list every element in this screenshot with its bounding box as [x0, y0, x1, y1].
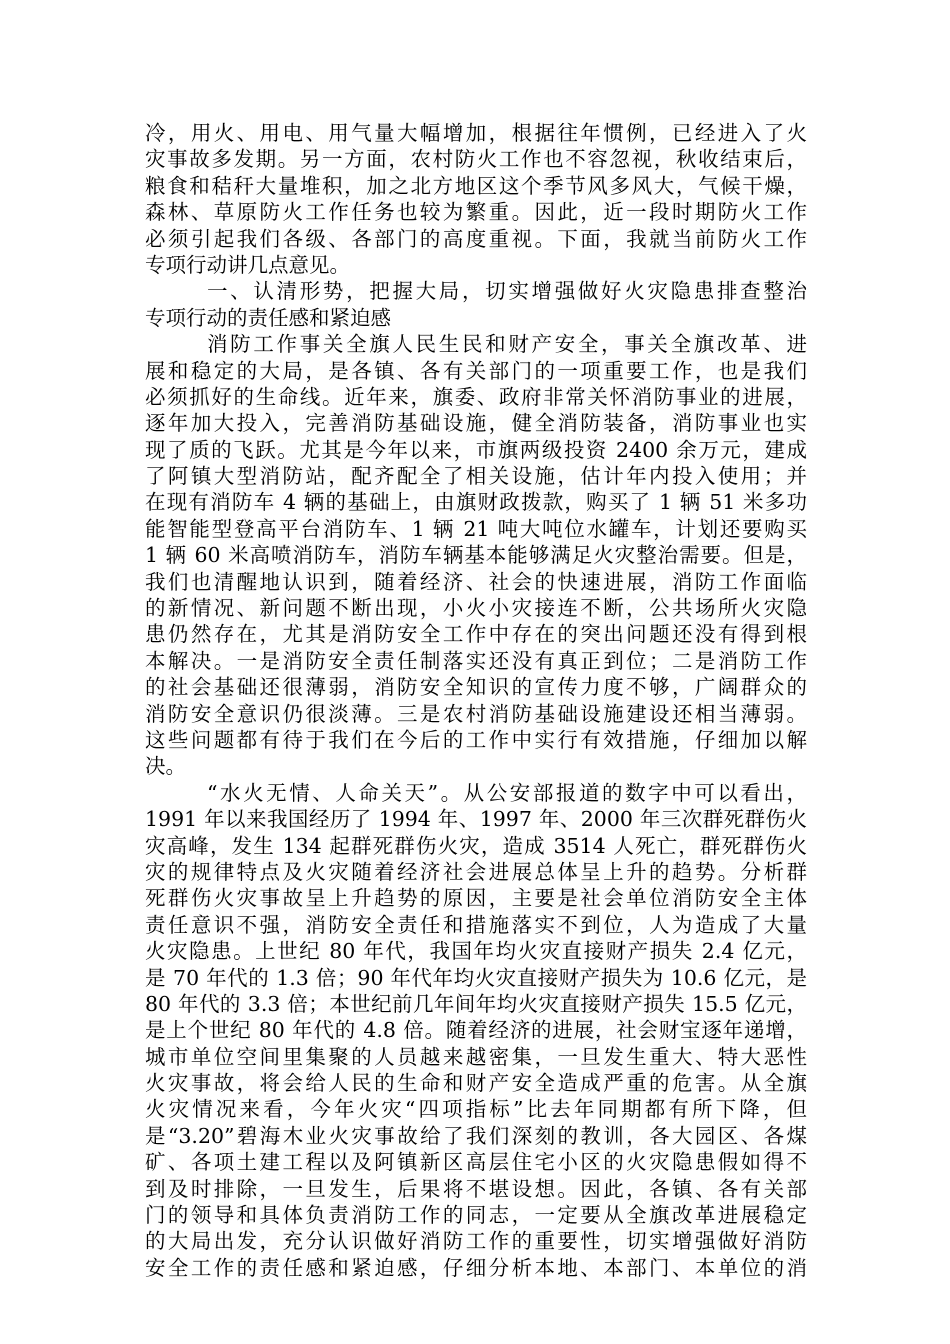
- text-line: 火灾事故，将会给人民的生命和财产安全造成严重的危害。从全旗: [145, 1071, 807, 1096]
- text-line: 城市单位空间里集聚的人员越来越密集，一旦发生重大、特大恶性: [145, 1044, 807, 1069]
- text-line: 决。: [145, 754, 186, 779]
- text-line: 逐年加大投入，完善消防基础设施，健全消防装备，消防事业也实: [145, 411, 807, 436]
- text-line: 的大局出发，充分认识做好消防工作的重要性，切实增强做好消防: [145, 1229, 807, 1254]
- document-body: [145, 120, 807, 1281]
- text-line: 专项行动讲几点意见。: [145, 252, 350, 277]
- text-line: 灾高峰，发生 134 起群死群伤火灾，造成 3514 人死亡，群死群伤火: [145, 833, 807, 858]
- text-line: 安全工作的责任感和紧迫感，仔细分析本地、本部门、本单位的消: [145, 1255, 807, 1280]
- text-line: 火灾情况来看，今年火灾“四项指标”比去年同期都有所下降，但: [145, 1097, 807, 1122]
- text-line: 到及时排除，一旦发生，后果将不堪设想。因此，各镇、各有关部: [145, 1176, 807, 1201]
- text-line: 在现有消防车 4 辆的基础上，由旗财政拨款，购买了 1 辆 51 米多功: [145, 490, 807, 515]
- text-line: 是 70 年代的 1.3 倍；90 年代年均火灾直接财产损失为 10.6 亿元，是: [145, 965, 807, 990]
- text-line: 80 年代的 3.3 倍；本世纪前几年间年均火灾直接财产损失 15.5 亿元，: [145, 991, 807, 1016]
- text-line: 展和稳定的大局，是各镇、各有关部门的一项重要工作，也是我们: [145, 358, 807, 383]
- text-line: 1 辆 60 米高喷消防车，消防车辆基本能够满足火灾整治需要。但是，: [145, 543, 807, 568]
- text-line: 必须抓好的生命线。近年来，旗委、政府非常关怀消防事业的进展，: [145, 384, 807, 409]
- text-line: 专项行动的责任感和紧迫感: [145, 305, 391, 330]
- text-line: 火灾隐患。上世纪 80 年代，我国年均火灾直接财产损失 2.4 亿元，: [145, 939, 807, 964]
- text-line: 一、认清形势，把握大局，切实增强做好火灾隐患排查整治: [207, 279, 807, 304]
- text-line: 责任意识不强，消防安全责任和措施落实不到位，人为造成了大量: [145, 912, 807, 937]
- text-line: 了阿镇大型消防站，配齐配全了相关设施，估计年内投入使用；并: [145, 464, 807, 489]
- text-line: 1991 年以来我国经历了 1994 年、1997 年、2000 年三次群死群伤火: [145, 807, 807, 832]
- text-line: 能智能型登高平台消防车、1 辆 21 吨大吨位水罐车，计划还要购买: [145, 516, 807, 541]
- text-line: 患仍然存在，尤其是消防安全工作中存在的突出问题还没有得到根: [145, 622, 807, 647]
- text-line: 是“3.20”碧海木业火灾事故给了我们深刻的教训，各大园区、各煤: [145, 1123, 807, 1148]
- text-line: 的新情况、新问题不断出现，小火小灾接连不断，公共场所火灾隐: [145, 596, 807, 621]
- text-line: 灾事故多发期。另一方面，农村防火工作也不容忽视，秋收结束后，: [145, 147, 807, 172]
- text-line: 的社会基础还很薄弱，消防安全知识的宣传力度不够，广阔群众的: [145, 675, 807, 700]
- text-line: 死群伤火灾事故呈上升趋势的原因，主要是社会单位消防安全主体: [145, 886, 807, 911]
- text-line: 森林、草原防火工作任务也较为繁重。因此，近一段时期防火工作: [145, 200, 807, 225]
- text-line: 这些问题都有待于我们在今后的工作中实行有效措施，仔细加以解: [145, 727, 807, 752]
- text-line: 灾的规律特点及火灾随着经济社会进展总体呈上升的趋势。分析群: [145, 859, 807, 884]
- text-line: 门的领导和具体负责消防工作的同志，一定要从全旗改革进展稳定: [145, 1203, 807, 1228]
- text-line: 我们也清醒地认识到，随着经济、社会的快速进展，消防工作面临: [145, 569, 807, 594]
- text-line: 冷，用火、用电、用气量大幅增加，根据往年惯例，已经进入了火: [145, 121, 807, 145]
- text-line: 粮食和秸秆大量堆积，加之北方地区这个季节风多风大，气候干燥，: [145, 173, 807, 198]
- text-line: 矿、各项土建工程以及阿镇新区高层住宅小区的火灾隐患假如得不: [145, 1150, 807, 1175]
- text-line: 消防安全意识仍很淡薄。三是农村消防基础设施建设还相当薄弱。: [145, 701, 807, 726]
- text-line: 本解决。一是消防安全责任制落实还没有真正到位；二是消防工作: [145, 648, 807, 673]
- text-line: 是上个世纪 80 年代的 4.8 倍。随着经济的进展，社会财宝逐年递增，: [145, 1018, 807, 1043]
- text-line: 消防工作事关全旗人民生民和财产安全，事关全旗改革、进: [207, 332, 807, 357]
- text-line: 必须引起我们各级、各部门的高度重视。下面，我就当前防火工作: [145, 226, 807, 251]
- text-line: 现了质的飞跃。尤其是今年以来，市旗两级投资 2400 余万元，建成: [145, 437, 807, 462]
- text-line: “水火无情、人命关天”。从公安部报道的数字中可以看出，: [207, 780, 807, 805]
